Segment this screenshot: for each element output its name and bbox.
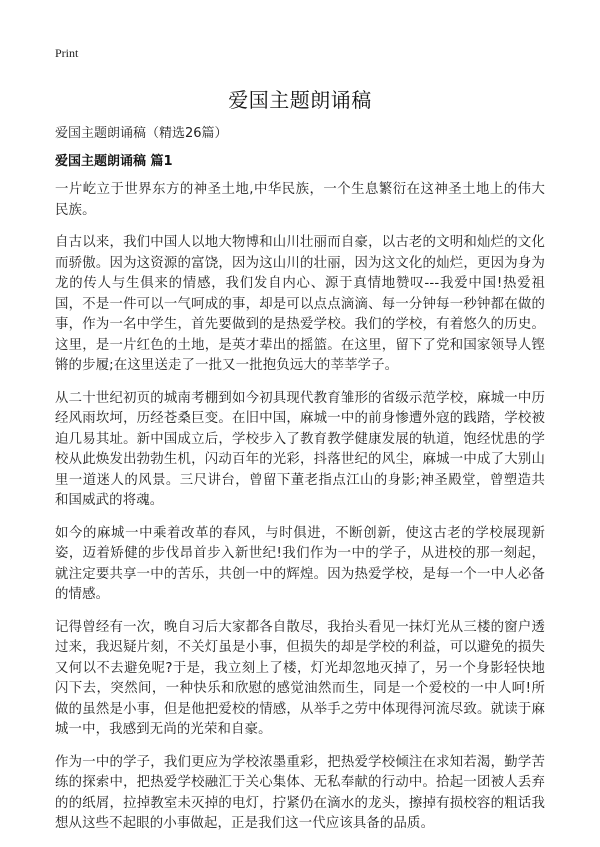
paragraph: 记得曾经有一次，晚自习后大家都各自散尽，我抬头看见一抹灯光从三楼的窗户透过来，我迟疑片刻，不关灯虽是小事，但损失的却是学校的利益，可以避免的损失又何以不去避免呢?于是，我立刻上了楼，灯光却忽地灭掉了，另一个身影轻快地闪下去，突然间，一种快乐和欣慰的感觉油然而生，同是一个爱校的一中人呵!所做的虽然是小事，但是他把爱校的情感，从举手之劳中体现得河流尽致。就读于麻城一中，我感到无尚的光荣和自豪。 bbox=[55, 619, 545, 737]
document-subtitle: 爱国主题朗诵稿（精选26篇） bbox=[55, 126, 228, 141]
paragraph: 一片屹立于世界东方的神圣土地,中华民族，一个生息繁衍在这神圣土地上的伟大民族。 bbox=[55, 182, 545, 218]
document-title: 爱国主题朗诵稿 bbox=[228, 88, 372, 112]
paragraph: 自古以来，我们中国人以地大物博和山川壮丽而自豪，以古老的文明和灿烂的文化而骄傲。因为这资源的富饶，因为这山川的壮丽，因为这文化的灿烂，更因为身为龙的传人与生俱来的情感，我们发自内心、源于真情地赞叹---我爱中国!热爱祖国，不是一件可以一气呵成的事，却是可以点点滴滴、每一分钟每一秒钟都在做的事，作为一名中学生，首先要做到的是热爱学校。我们的学校，有着悠久的历史。这里，是一片红色的土地，是英才辈出的摇篮。在这里，留下了党和国家领导人铿锵的步履;在这里送走了一批又一批抱负远大的莘莘学子。 bbox=[55, 235, 545, 373]
paragraph: 作为一中的学子，我们更应为学校浓墨重彩，把热爱学校倾注在求知若渴，勤学苦练的探索中，把热爱学校融汇于关心集体、无私奉献的行动中。拾起一团被人丢弃的的纸屑，拉掉教室未灭掉的电灯，拧紧仍在滴水的龙头，擦掉有损校容的粗话我想从这些不起眼的小事做起，正是我们这一代应该具备的品质。 bbox=[55, 754, 545, 831]
section-heading: 爱国主题朗诵稿 篇1 bbox=[55, 154, 173, 169]
paragraph: 从二十世纪初页的城南考棚到如今初具现代教育雏形的省级示范学校，麻城一中历经风雨坎坷，历经苍桑巨变。在旧中国，麻城一中的前身惨遭外寇的践踏，学校被迫几易其址。新中国成立后，学校步入了教育教学健康发展的轨道，饱经忧患的学校从此焕发出勃勃生机，闪动百年的光彩，抖落世纪的风尘，麻城一中成了大别山里一道迷人的风景。三尺讲台，曾留下董老指点江山的身影;神圣殿堂，曾塑造共和国威武的将魂。 bbox=[55, 390, 545, 508]
paragraph: 如今的麻城一中乘着改革的春风，与时俱进，不断创新，使这古老的学校展现新姿，迈着矫健的步伐昂首步入新世纪!我们作为一中的学子，从进校的那一刻起，就注定要共享一中的苦乐，共创一中的辉煌。因为热爱学校，是每一个一中人必备的情感。 bbox=[55, 525, 545, 602]
print-label[interactable]: Print bbox=[55, 46, 79, 60]
document-body bbox=[55, 180, 545, 847]
